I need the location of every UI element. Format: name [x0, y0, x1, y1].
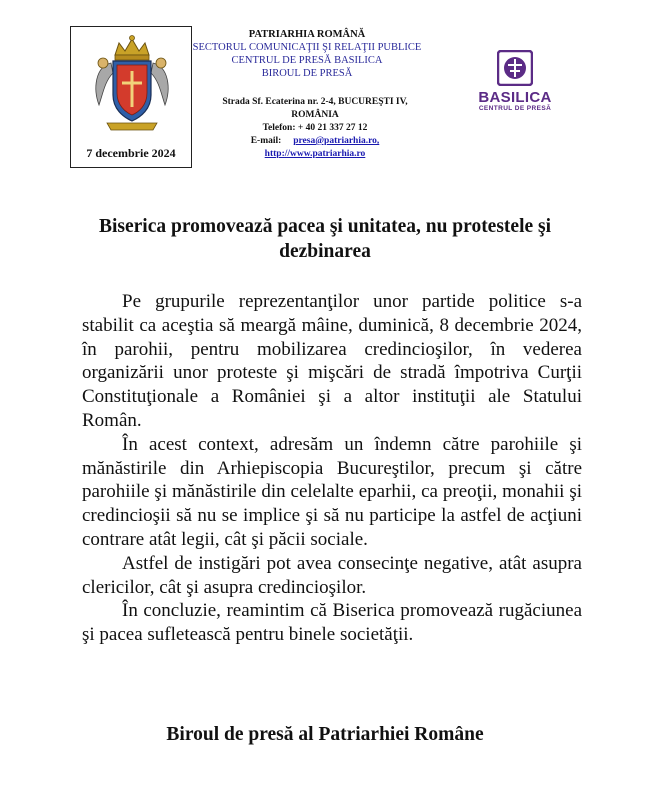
- email-row: [205, 135, 425, 148]
- paragraph-4: În concluzie, reamintim că Biserica promovează rugăciunea şi pacea sufletească pentru binele societăţii.: [82, 600, 582, 646]
- letterhead-header: [192, 28, 422, 80]
- letterhead-address: [205, 96, 425, 161]
- basilica-logo-subtitle: CENTRUL DE PRESĂ: [478, 105, 552, 112]
- phone-number: Telefon: + 40 21 337 27 12: [262, 123, 368, 133]
- paragraph-1: Pe grupurile reprezentanţilor unor partide politice s-a stabilit ca aceştia să meargă mâine, duminică, 8 decembrie 2024, în parohii, pentru mobilizarea credincioşilor, în vederea organizării unor proteste şi mişcări de stradă împotriva Curţii Constituţionale a României şi a altor instituţii ale Statului Român.: [82, 291, 582, 431]
- basilica-logo: [460, 50, 570, 120]
- address-line-2: ROMÂNIA: [291, 110, 339, 120]
- sector-name: SECTORUL COMUNICAŢII ŞI RELAŢII PUBLICE: [192, 42, 422, 53]
- patriarchate-coat-of-arms-icon: [89, 33, 175, 133]
- paragraph-2: În acest context, adresăm un îndemn către parohiile şi mănăstirile din Arhiepiscopia Bucureştilor, precum şi către parohiile şi mănăstirile din celelalte eparhii, ca preoţii, monahii şi credincioşii să nu se implice şi să nu participe la astfel de acţiuni contrare atât legii, cât şi păcii sociale.: [82, 433, 582, 550]
- press-office-name: BIROUL DE PRESĂ: [261, 68, 353, 79]
- basilica-logo-name: BASILICA: [478, 89, 552, 106]
- press-center-name: CENTRUL DE PRESĂ BASILICA: [231, 55, 383, 66]
- email-label: E-mail:: [250, 136, 282, 146]
- address-line-1: Strada Sf. Ecaterina nr. 2-4, BUCUREŞTI IV,: [222, 97, 408, 107]
- basilica-cross-icon: [497, 50, 533, 86]
- website-link[interactable]: http://www.patriarhia.ro: [264, 149, 366, 159]
- paragraph-3: Astfel de instigări pot avea consecinţe negative, atât asupra clericilor, cât şi asupra credincioşilor.: [82, 552, 582, 598]
- document-signature: Biroul de presă al Patriarhiei Române: [166, 724, 484, 745]
- email-link[interactable]: presa@patriarhia.ro,: [293, 136, 380, 146]
- organization-name: PATRIARHIA ROMÂNĂ: [248, 29, 366, 40]
- document-date: 7 decembrie 2024: [86, 146, 176, 160]
- document-body: [82, 290, 582, 647]
- letterhead-crest-box: [70, 26, 192, 168]
- document-title: Biserica promovează pacea şi unitatea, nu protestele şi dezbinarea: [98, 216, 552, 262]
